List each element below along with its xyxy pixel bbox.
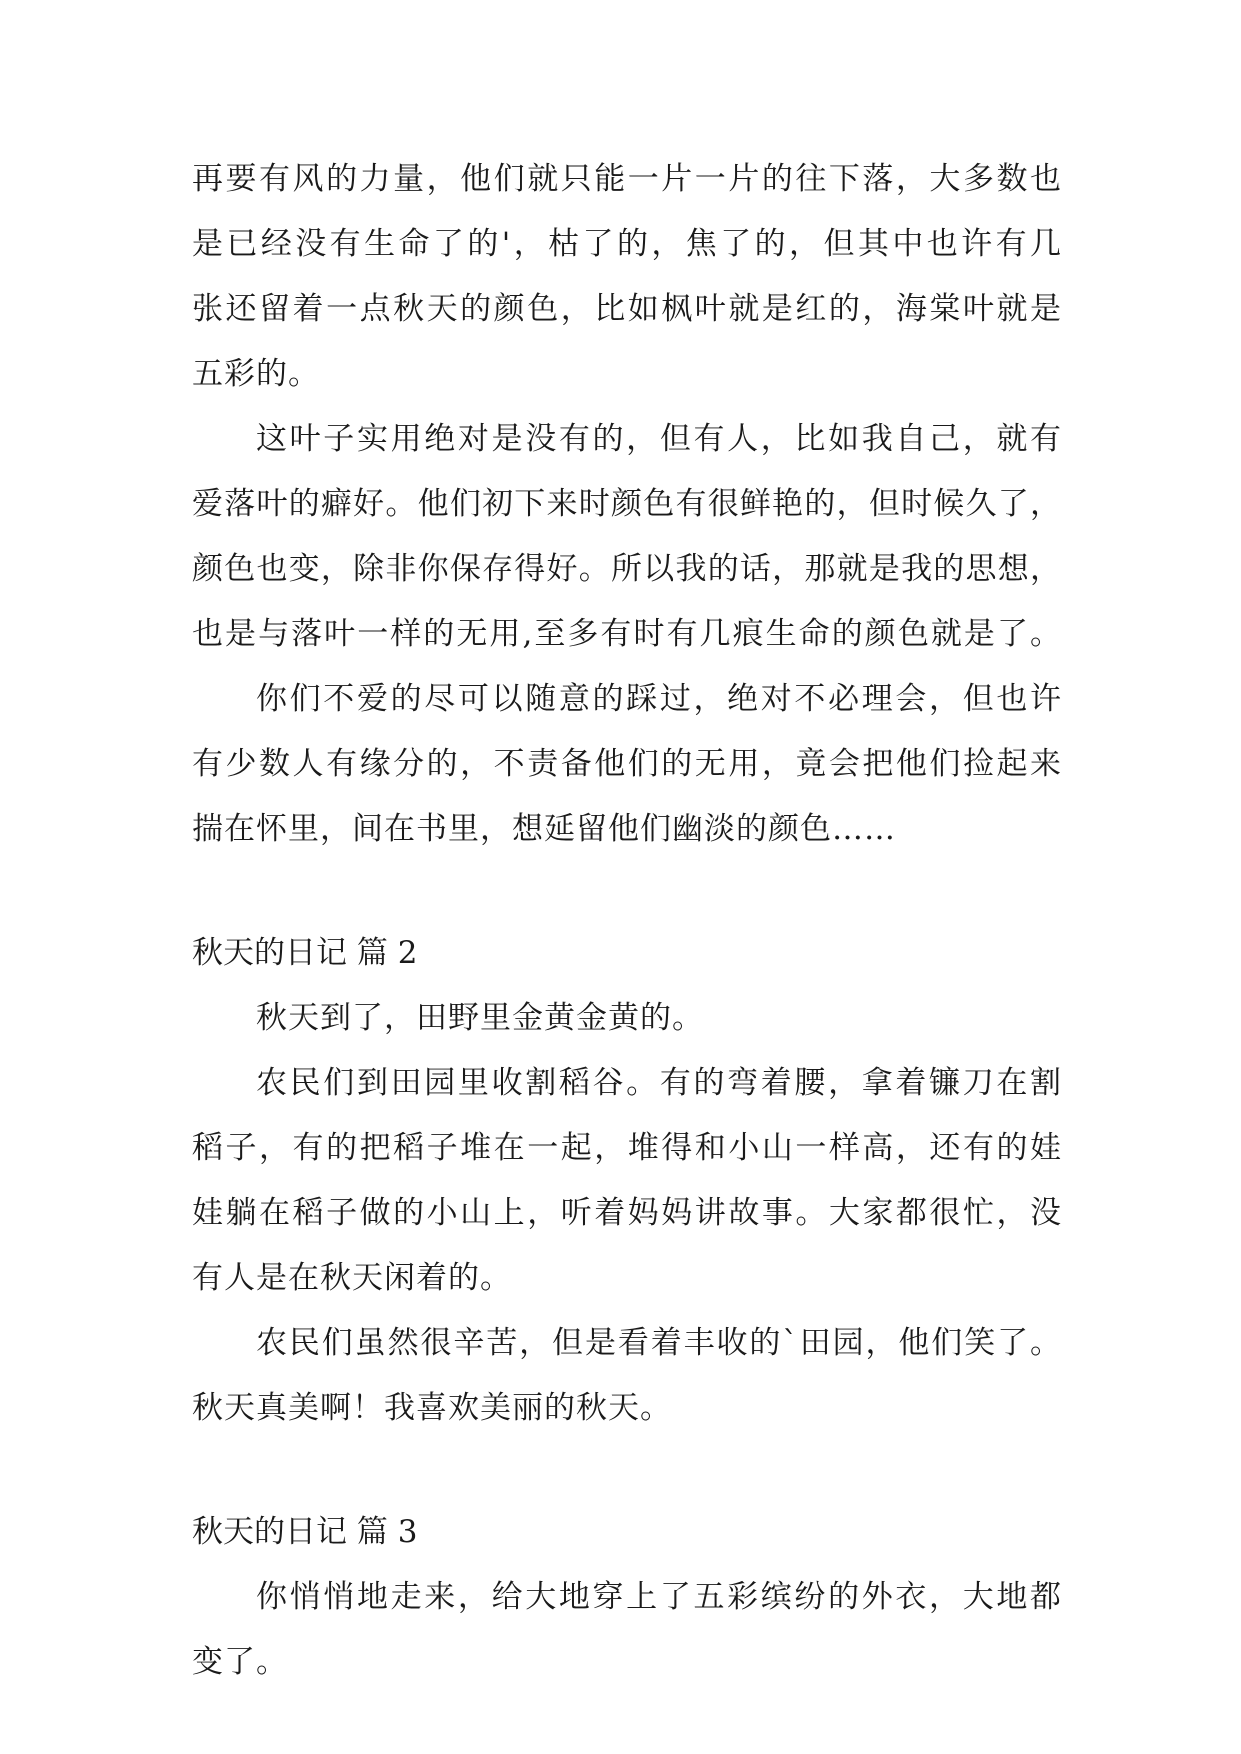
section-gap (192, 875, 1062, 934)
text-line: 颜色也变，除非你保存得好。所以我的话，那就是我的思想， (192, 551, 1062, 587)
paragraph (192, 680, 1062, 848)
text-line: 张还留着一点秋天的颜色，比如枫叶就是红的，海棠叶就是 (192, 291, 1062, 327)
text-line: 变了。 (192, 1644, 288, 1680)
section-title: 秋天的日记 篇 3 (192, 1514, 418, 1550)
text-line: 这叶子实用绝对是没有的，但有人，比如我自己，就有 (256, 421, 1062, 457)
text-line: 爱落叶的癖好。他们初下来时颜色有很鲜艳的，但时候久了， (192, 486, 1062, 522)
text-line: 稻子，有的把稻子堆在一起，堆得和小山一样高，还有的娃 (192, 1130, 1062, 1166)
document-page (192, 160, 1062, 1708)
section-2 (192, 934, 1062, 1427)
text-line: 农民们虽然很辛苦，但是看着丰收的`田园，他们笑了。 (256, 1325, 1062, 1361)
text-line: 有人是在秋天闲着的。 (192, 1260, 512, 1296)
section-gap (192, 1454, 1062, 1513)
text-line: 农民们到田园里收割稻谷。有的弯着腰，拿着镰刀在割 (256, 1065, 1062, 1101)
text-line: 是已经没有生命了的'，枯了的，焦了的，但其中也许有几 (192, 226, 1062, 262)
text-line: 你们不爱的尽可以随意的踩过，绝对不必理会，但也许 (256, 681, 1062, 717)
paragraph (192, 160, 1062, 393)
text-line: 有少数人有缘分的，不责备他们的无用，竟会把他们捡起来 (192, 746, 1062, 782)
text-line: 再要有风的力量，他们就只能一片一片的往下落，大多数也 (192, 161, 1062, 197)
section-title: 秋天的日记 篇 2 (192, 935, 418, 971)
text-line: 娃躺在稻子做的小山上，听着妈妈讲故事。大家都很忙，没 (192, 1195, 1062, 1231)
text-line: 秋天真美啊！我喜欢美丽的秋天。 (192, 1390, 672, 1426)
text-line: 也是与落叶一样的无用,至多有时有几痕生命的颜色就是了。 (192, 616, 1062, 652)
text-line: 你悄悄地走来，给大地穿上了五彩缤纷的外衣，大地都 (256, 1579, 1062, 1615)
text-line: 揣在怀里，间在书里，想延留他们幽淡的颜色…… (192, 811, 896, 847)
text-line: 秋天到了，田野里金黄金黄的。 (256, 1000, 704, 1036)
section-3 (192, 1513, 1062, 1681)
paragraph (192, 420, 1062, 653)
text-line: 五彩的。 (192, 356, 320, 392)
